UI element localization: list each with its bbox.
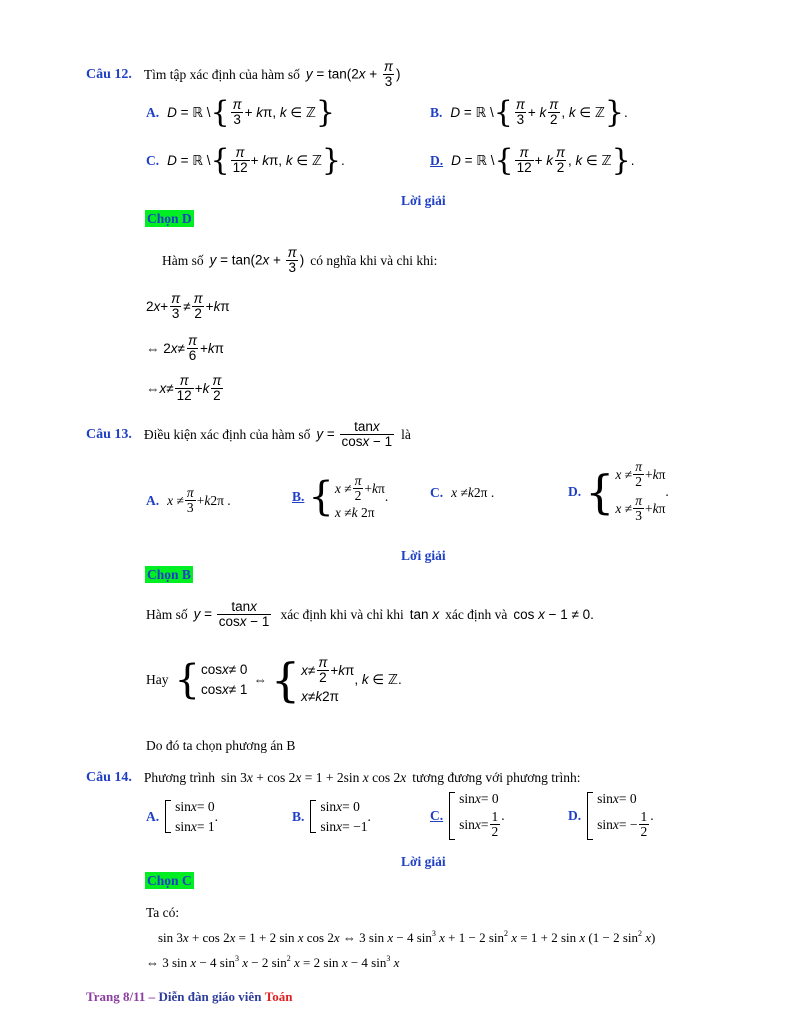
question-stem: Phương trình: [143, 770, 215, 786]
q13-option-c[interactable]: C. x ≠ k 2π .: [430, 485, 495, 500]
solution-title: Lời giải: [401, 854, 446, 869]
q14-option-b[interactable]: B. sin x = 0 sin x = −1 .: [292, 799, 371, 834]
page-number: Trang 8/11 –: [86, 989, 156, 1004]
solution-title: Lời giải: [401, 548, 446, 563]
question-stem: Điều kiện xác định của hàm số: [143, 427, 311, 443]
q14-option-c[interactable]: C. sin x = 0 sin x = $\frac{1}{2}$ .: [430, 791, 505, 839]
subject-name: Toán: [264, 989, 293, 1004]
q14-option-a[interactable]: A. sin x = 0 sin x = 1 .: [146, 799, 219, 834]
q12-option-b[interactable]: B. D = ℝ \ { $\frac{\pi}{3}$ + k $\frac{\pi}{2}$ , k ∈ ℤ } .: [430, 95, 628, 130]
q12-step-1: 2 x + $\frac{\pi}{3}$ ≠ $\frac{\pi}{2}$ + k π: [146, 291, 230, 322]
answer-choice: Chọn C: [147, 873, 192, 888]
q13-conclusion: Do đó ta chọn phương án B: [146, 738, 296, 753]
q13-system: Hay { cos x ≠ 0 cos x ≠ 1 ⇔ { x ≠ $\frac{\pi}{2}$ + k π x ≠ k 2π , k ∈ ℤ.: [146, 652, 402, 707]
q13-explanation: Hàm số y = $\frac{\tan x}{\cos x - 1}$ xác định khi và chỉ khi tan x xác định và cos x − 1 ≠ 0.: [146, 599, 594, 630]
q13-option-d[interactable]: D. { x ≠ $\frac{\pi}{2}$ + k π x ≠ $\frac{\pi}{3}$ + k π .: [568, 459, 669, 524]
q13-option-a[interactable]: A. x ≠ $\frac{\pi}{3}$ + k 2π .: [146, 485, 231, 516]
answer-choice: Chọn B: [147, 567, 191, 582]
forum-name: Diễn đàn giáo viên: [158, 989, 262, 1004]
question-number: Câu 14.: [86, 770, 132, 785]
q14-taco: Ta có:: [146, 905, 180, 920]
page-footer: [86, 990, 293, 1004]
q12-step-3: ⇔ x ≠ $\frac{\pi}{12}$ + k $\frac{\pi}{2}$: [146, 373, 222, 404]
q13-option-b[interactable]: B. { x ≠ $\frac{\pi}{2}$ + k π x ≠ k 2π .: [292, 473, 389, 521]
function-formula: y = tan(2x + $\frac{\pi}{3}$ ): [305, 59, 401, 90]
question-12: [86, 60, 400, 90]
q12-option-c[interactable]: C. D = ℝ \ { $\frac{\pi}{12}$ + kπ, k ∈ ℤ } .: [146, 143, 345, 178]
q12-option-d[interactable]: D. D = ℝ \ { $\frac{\pi}{12}$ + k $\frac{\pi}{2}$ , k ∈ ℤ } .: [430, 143, 635, 178]
q14-option-d[interactable]: D. sin x = 0 sin x = − $\frac{1}{2}$ .: [568, 791, 654, 839]
question-number: Câu 13.: [86, 427, 132, 442]
q12-explanation: Hàm số y = tan(2x + $\frac{\pi}{3}$ ) có nghĩa khi và chi khi:: [162, 245, 438, 276]
question-stem: Tìm tập xác định của hàm số: [143, 67, 300, 83]
question-13: Câu 13. Điều kiện xác định của hàm số y = $\frac{\tan x}{\cos x - 1}$ là: [86, 419, 411, 450]
question-number: Câu 12.: [86, 67, 132, 82]
q12-step-2: ⇔ 2 x ≠ $\frac{\pi}{6}$ + k π: [146, 333, 224, 364]
q14-step-1: sin 3x + cos 2x = 1 + 2 sin x cos 2x ⇔ 3 sin x − 4 $\sin^3 x + 1 - 2$ $\sin^2 x = 1 + 2$ sin x (1 − 2 $\sin^2 x$): [158, 929, 656, 945]
q14-step-2: ⇔ 3 sin x − 4 $\sin^3 x - 2$ $\sin^2 x = 2$ sin x − 4 $\sin^3 x$: [146, 954, 400, 970]
solution-title: Lời giải: [401, 193, 446, 208]
q12-option-a[interactable]: A. D = ℝ \ { $\frac{\pi}{3}$ + kπ, k ∈ ℤ }: [146, 95, 335, 130]
question-14: Câu 14. Phương trình sin 3x + cos 2x = 1 + 2sin x cos 2x tương đương với phương trình:: [86, 770, 581, 786]
answer-choice: Chọn D: [147, 211, 192, 226]
